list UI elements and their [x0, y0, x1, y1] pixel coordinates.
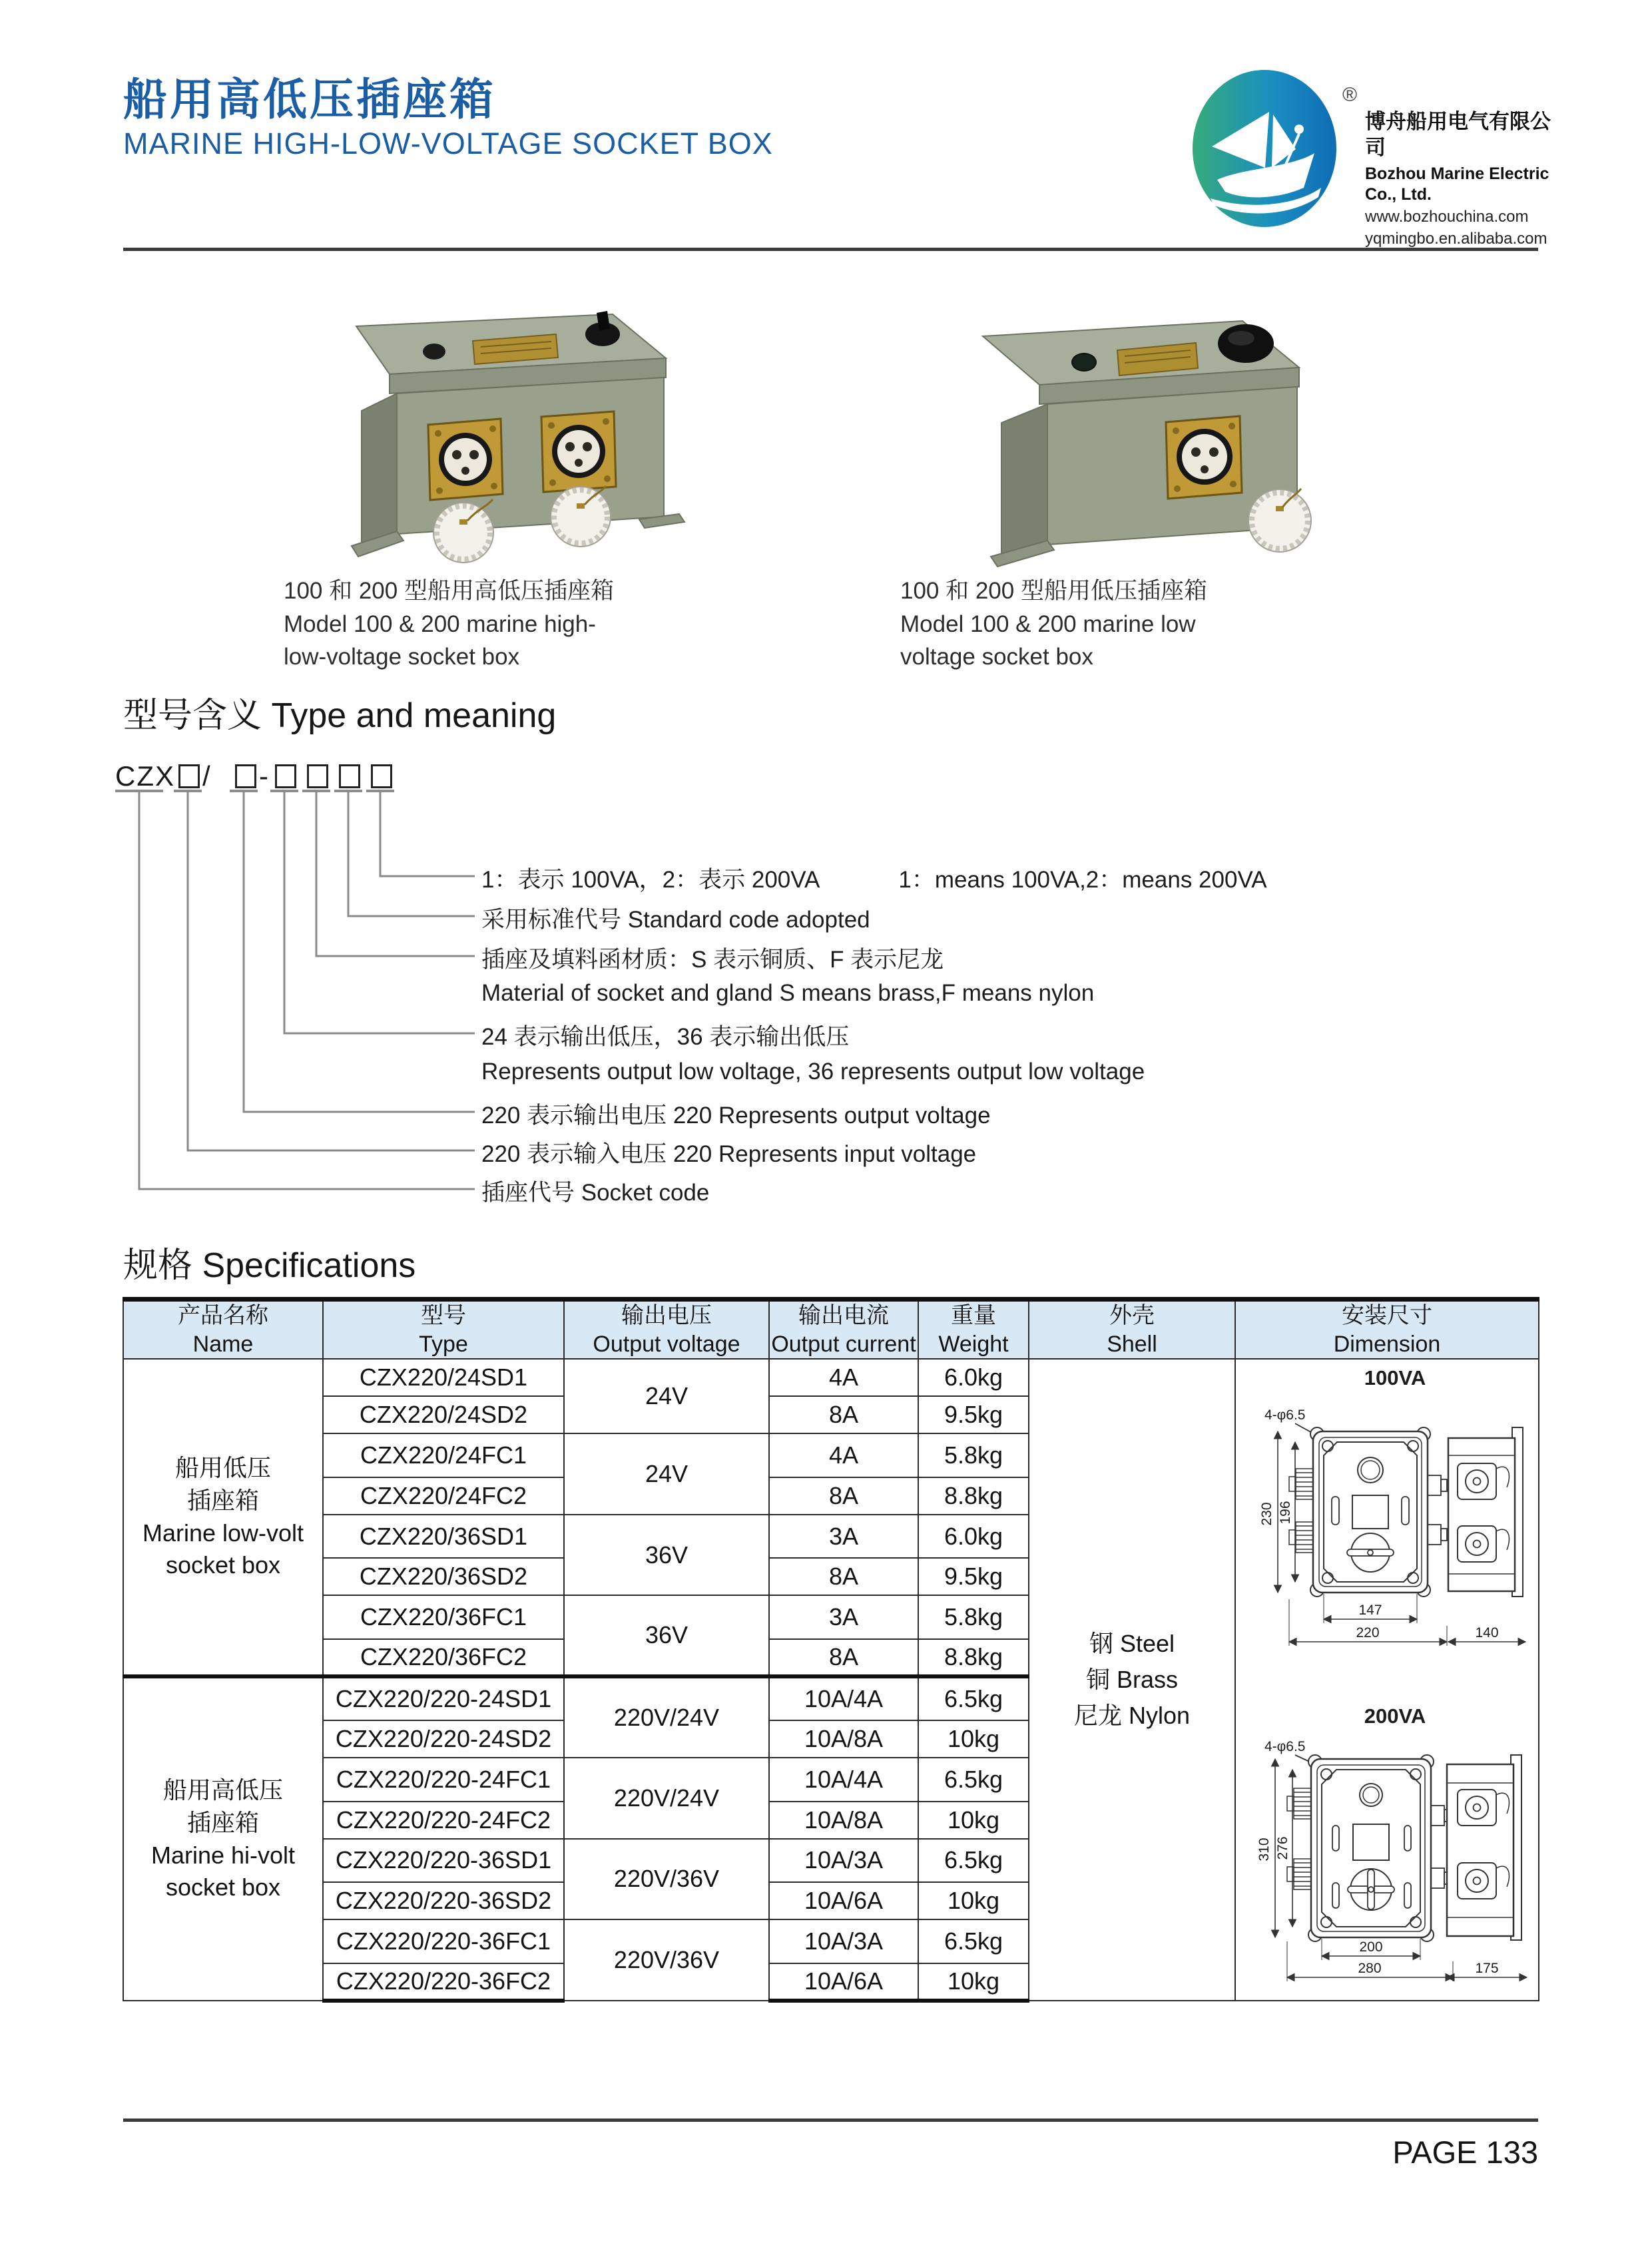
header-shell: 外壳 Shell — [1029, 1300, 1235, 1360]
header-divider — [123, 248, 1538, 251]
type-meaning-text: Material of socket and gland S means brass,F means nylon — [481, 980, 1095, 1006]
type-meaning-text: 1：表示 100VA，2：表示 200VA — [481, 867, 820, 893]
type-meaning-row — [481, 1019, 849, 1052]
type-code-prefix: CZX — [115, 760, 175, 792]
header-type: 型号 Type — [323, 1300, 564, 1360]
current-cell: 10A/4A — [769, 1676, 918, 1720]
weight-cell: 10kg — [918, 1802, 1029, 1839]
type-cell: CZX220/220-24FC1 — [323, 1758, 564, 1802]
sailboat-logo-icon — [1191, 68, 1338, 229]
type-code — [115, 760, 408, 794]
shell-cell: 钢 Steel 铜 Brass 尼龙 Nylon — [1029, 1359, 1235, 2001]
dim-outer-width: 220 — [1356, 1625, 1380, 1640]
type-code-box — [235, 764, 256, 788]
header-output-current: 输出电流 Output current — [769, 1300, 918, 1360]
specifications-table — [123, 1297, 1539, 2003]
weight-cell: 10kg — [918, 1963, 1029, 2001]
current-cell: 10A/8A — [769, 1802, 918, 1839]
product-figure-high-low — [266, 280, 726, 674]
header-weight: 重量 Weight — [918, 1300, 1029, 1360]
dimension-drawing-200va — [1237, 1702, 1537, 2000]
type-cell: CZX220/220-36FC1 — [323, 1919, 564, 1963]
type-code-box — [371, 764, 392, 788]
caption-line: Model 100 & 200 marine high- — [284, 611, 596, 637]
product-photo-low-voltage-box — [883, 280, 1342, 567]
dimension-cell — [1235, 1359, 1539, 2001]
company-name-en: Bozhou Marine Electric Co., Ltd. — [1365, 164, 1549, 204]
weight-cell: 9.5kg — [918, 1396, 1029, 1433]
specifications-heading: 规格 Specifications — [123, 1246, 416, 1285]
dim-inner-height: 276 — [1275, 1836, 1290, 1860]
current-cell: 8A — [769, 1558, 918, 1595]
dim-outer-height: 310 — [1256, 1838, 1272, 1862]
dimension-drawing-100va — [1237, 1360, 1537, 1667]
type-cell: CZX220/36SD2 — [323, 1558, 564, 1595]
type-meaning-row — [481, 1174, 709, 1208]
current-cell: 10A/3A — [769, 1919, 918, 1963]
type-meaning-row — [481, 1136, 976, 1169]
registered-trademark: ® — [1342, 84, 1358, 106]
type-code-diagram — [115, 760, 1540, 1213]
weight-cell: 6.0kg — [918, 1515, 1029, 1559]
table-header-row — [123, 1300, 1539, 1360]
voltage-cell: 220V/24V — [564, 1758, 769, 1839]
product-figure-low — [883, 280, 1342, 674]
dim-outer-width: 280 — [1358, 1961, 1382, 1976]
current-cell: 10A/6A — [769, 1963, 918, 2001]
weight-cell: 6.0kg — [918, 1359, 1029, 1396]
caption-line: voltage socket box — [900, 644, 1093, 670]
weight-cell: 8.8kg — [918, 1477, 1029, 1515]
header-dimension: 安装尺寸 Dimension — [1235, 1300, 1539, 1360]
voltage-cell: 220V/24V — [564, 1676, 769, 1758]
type-cell: CZX220/220-36SD1 — [323, 1839, 564, 1883]
type-meaning-text: 插座代号 Socket code — [481, 1180, 710, 1206]
caption-line: low-voltage socket box — [284, 644, 520, 670]
caption-line: 100 和 200 型船用高低压插座箱 — [284, 578, 614, 604]
dim-outer-height: 230 — [1259, 1502, 1274, 1526]
product-caption-high-low — [284, 575, 726, 674]
company-logo — [1191, 65, 1563, 248]
voltage-cell: 220V/36V — [564, 1839, 769, 1920]
type-cell: CZX220/220-24FC2 — [323, 1802, 564, 1839]
type-meaning-text: Represents output low voltage, 36 represents output low voltage — [481, 1059, 1145, 1085]
type-cell: CZX220/220-24SD2 — [323, 1720, 564, 1758]
group-name-cell: 船用高低压 插座箱 Marine hi-volt socket box — [123, 1676, 323, 2001]
type-meaning-text: 插座及填料函材质：S 表示铜质、F 表示尼龙 — [481, 947, 944, 973]
dim-depth: 175 — [1475, 1961, 1499, 1976]
type-cell: CZX220/24FC2 — [323, 1477, 564, 1515]
type-cell: CZX220/36FC2 — [323, 1639, 564, 1676]
type-meaning-text-en: 1：means 100VA,2：means 200VA — [898, 867, 1267, 893]
weight-cell: 6.5kg — [918, 1758, 1029, 1802]
weight-cell: 8.8kg — [918, 1639, 1029, 1676]
weight-cell: 10kg — [918, 1882, 1029, 1919]
type-code-box — [307, 764, 328, 788]
type-meaning-heading: 型号含义 Type and meaning — [123, 696, 557, 735]
weight-cell: 6.5kg — [918, 1839, 1029, 1883]
drawing-holes-label: 4-φ6.5 — [1264, 1407, 1306, 1423]
caption-line: Model 100 & 200 marine low — [900, 611, 1196, 637]
weight-cell: 6.5kg — [918, 1676, 1029, 1720]
weight-cell: 5.8kg — [918, 1433, 1029, 1477]
current-cell: 4A — [769, 1433, 918, 1477]
voltage-cell: 24V — [564, 1359, 769, 1433]
current-cell: 8A — [769, 1477, 918, 1515]
page-number: PAGE 133 — [1392, 2134, 1538, 2170]
header-name: 产品名称 Name — [123, 1300, 323, 1360]
type-code-box — [178, 764, 200, 788]
dim-depth: 140 — [1475, 1625, 1499, 1640]
voltage-cell: 36V — [564, 1595, 769, 1676]
type-meaning-row — [481, 901, 870, 935]
weight-cell: 5.8kg — [918, 1595, 1029, 1639]
type-meaning-row — [481, 862, 1267, 895]
company-name-zh: 博舟船用电气有限公司 — [1365, 110, 1551, 159]
current-cell: 8A — [769, 1396, 918, 1433]
product-photo-high-low-voltage-box — [266, 280, 726, 567]
type-cell: CZX220/220-36SD2 — [323, 1882, 564, 1919]
type-meaning-row — [481, 1097, 991, 1130]
product-caption-low — [900, 575, 1342, 674]
company-website: www.bozhouchina.com — [1365, 208, 1529, 226]
type-cell: CZX220/24SD1 — [323, 1359, 564, 1396]
weight-cell: 9.5kg — [918, 1558, 1029, 1595]
current-cell: 3A — [769, 1515, 918, 1559]
type-cell: CZX220/220-36FC2 — [323, 1963, 564, 2001]
header-output-voltage: 输出电压 Output voltage — [564, 1300, 769, 1360]
current-cell: 10A/8A — [769, 1720, 918, 1758]
voltage-cell: 220V/36V — [564, 1919, 769, 2001]
current-cell: 8A — [769, 1639, 918, 1676]
caption-line: 100 和 200 型船用低压插座箱 — [900, 578, 1207, 604]
type-meaning-row — [481, 941, 944, 975]
weight-cell: 6.5kg — [918, 1919, 1029, 1963]
type-code-dash: - — [259, 760, 268, 792]
company-website-alibaba: yqmingbo.en.alibaba.com — [1365, 230, 1547, 248]
drawing-title: 100VA — [1364, 1366, 1426, 1389]
type-code-box — [339, 764, 360, 788]
page-subtitle: MARINE HIGH-LOW-VOLTAGE SOCKET BOX — [123, 126, 773, 160]
current-cell: 10A/3A — [769, 1839, 918, 1883]
dim-inner-width: 200 — [1359, 1939, 1383, 1955]
drawing-holes-label: 4-φ6.5 — [1264, 1739, 1306, 1754]
dim-inner-width: 147 — [1358, 1603, 1382, 1618]
group-name-cell: 船用低压 插座箱 Marine low-volt socket box — [123, 1359, 323, 1676]
type-cell: CZX220/24SD2 — [323, 1396, 564, 1433]
type-cell: CZX220/24FC1 — [323, 1433, 564, 1477]
dim-inner-height: 196 — [1278, 1501, 1293, 1525]
type-meaning-row — [481, 980, 1094, 1007]
type-meaning-text: 220 表示输入电压 220 Represents input voltage — [481, 1141, 977, 1167]
drawing-title: 200VA — [1364, 1704, 1426, 1728]
footer-divider — [123, 2118, 1538, 2122]
current-cell: 4A — [769, 1359, 918, 1396]
type-cell: CZX220/36SD1 — [323, 1515, 564, 1559]
table-row — [123, 1359, 1539, 1396]
type-meaning-text: 220 表示输出电压 220 Represents output voltage — [481, 1103, 991, 1128]
current-cell: 10A/4A — [769, 1758, 918, 1802]
type-meaning-row — [481, 1059, 1145, 1085]
voltage-cell: 24V — [564, 1433, 769, 1515]
type-cell: CZX220/36FC1 — [323, 1595, 564, 1639]
type-meaning-text: 采用标准代号 Standard code adopted — [481, 907, 870, 933]
current-cell: 10A/6A — [769, 1882, 918, 1919]
weight-cell: 10kg — [918, 1720, 1029, 1758]
current-cell: 3A — [769, 1595, 918, 1639]
type-meaning-text: 24 表示输出低压，36 表示输出低压 — [481, 1024, 850, 1050]
type-cell: CZX220/220-24SD1 — [323, 1676, 564, 1720]
type-code-slash: / — [202, 760, 210, 792]
type-code-box — [275, 764, 296, 788]
voltage-cell: 36V — [564, 1515, 769, 1596]
page-title: 船用高低压插座箱 — [123, 75, 496, 124]
